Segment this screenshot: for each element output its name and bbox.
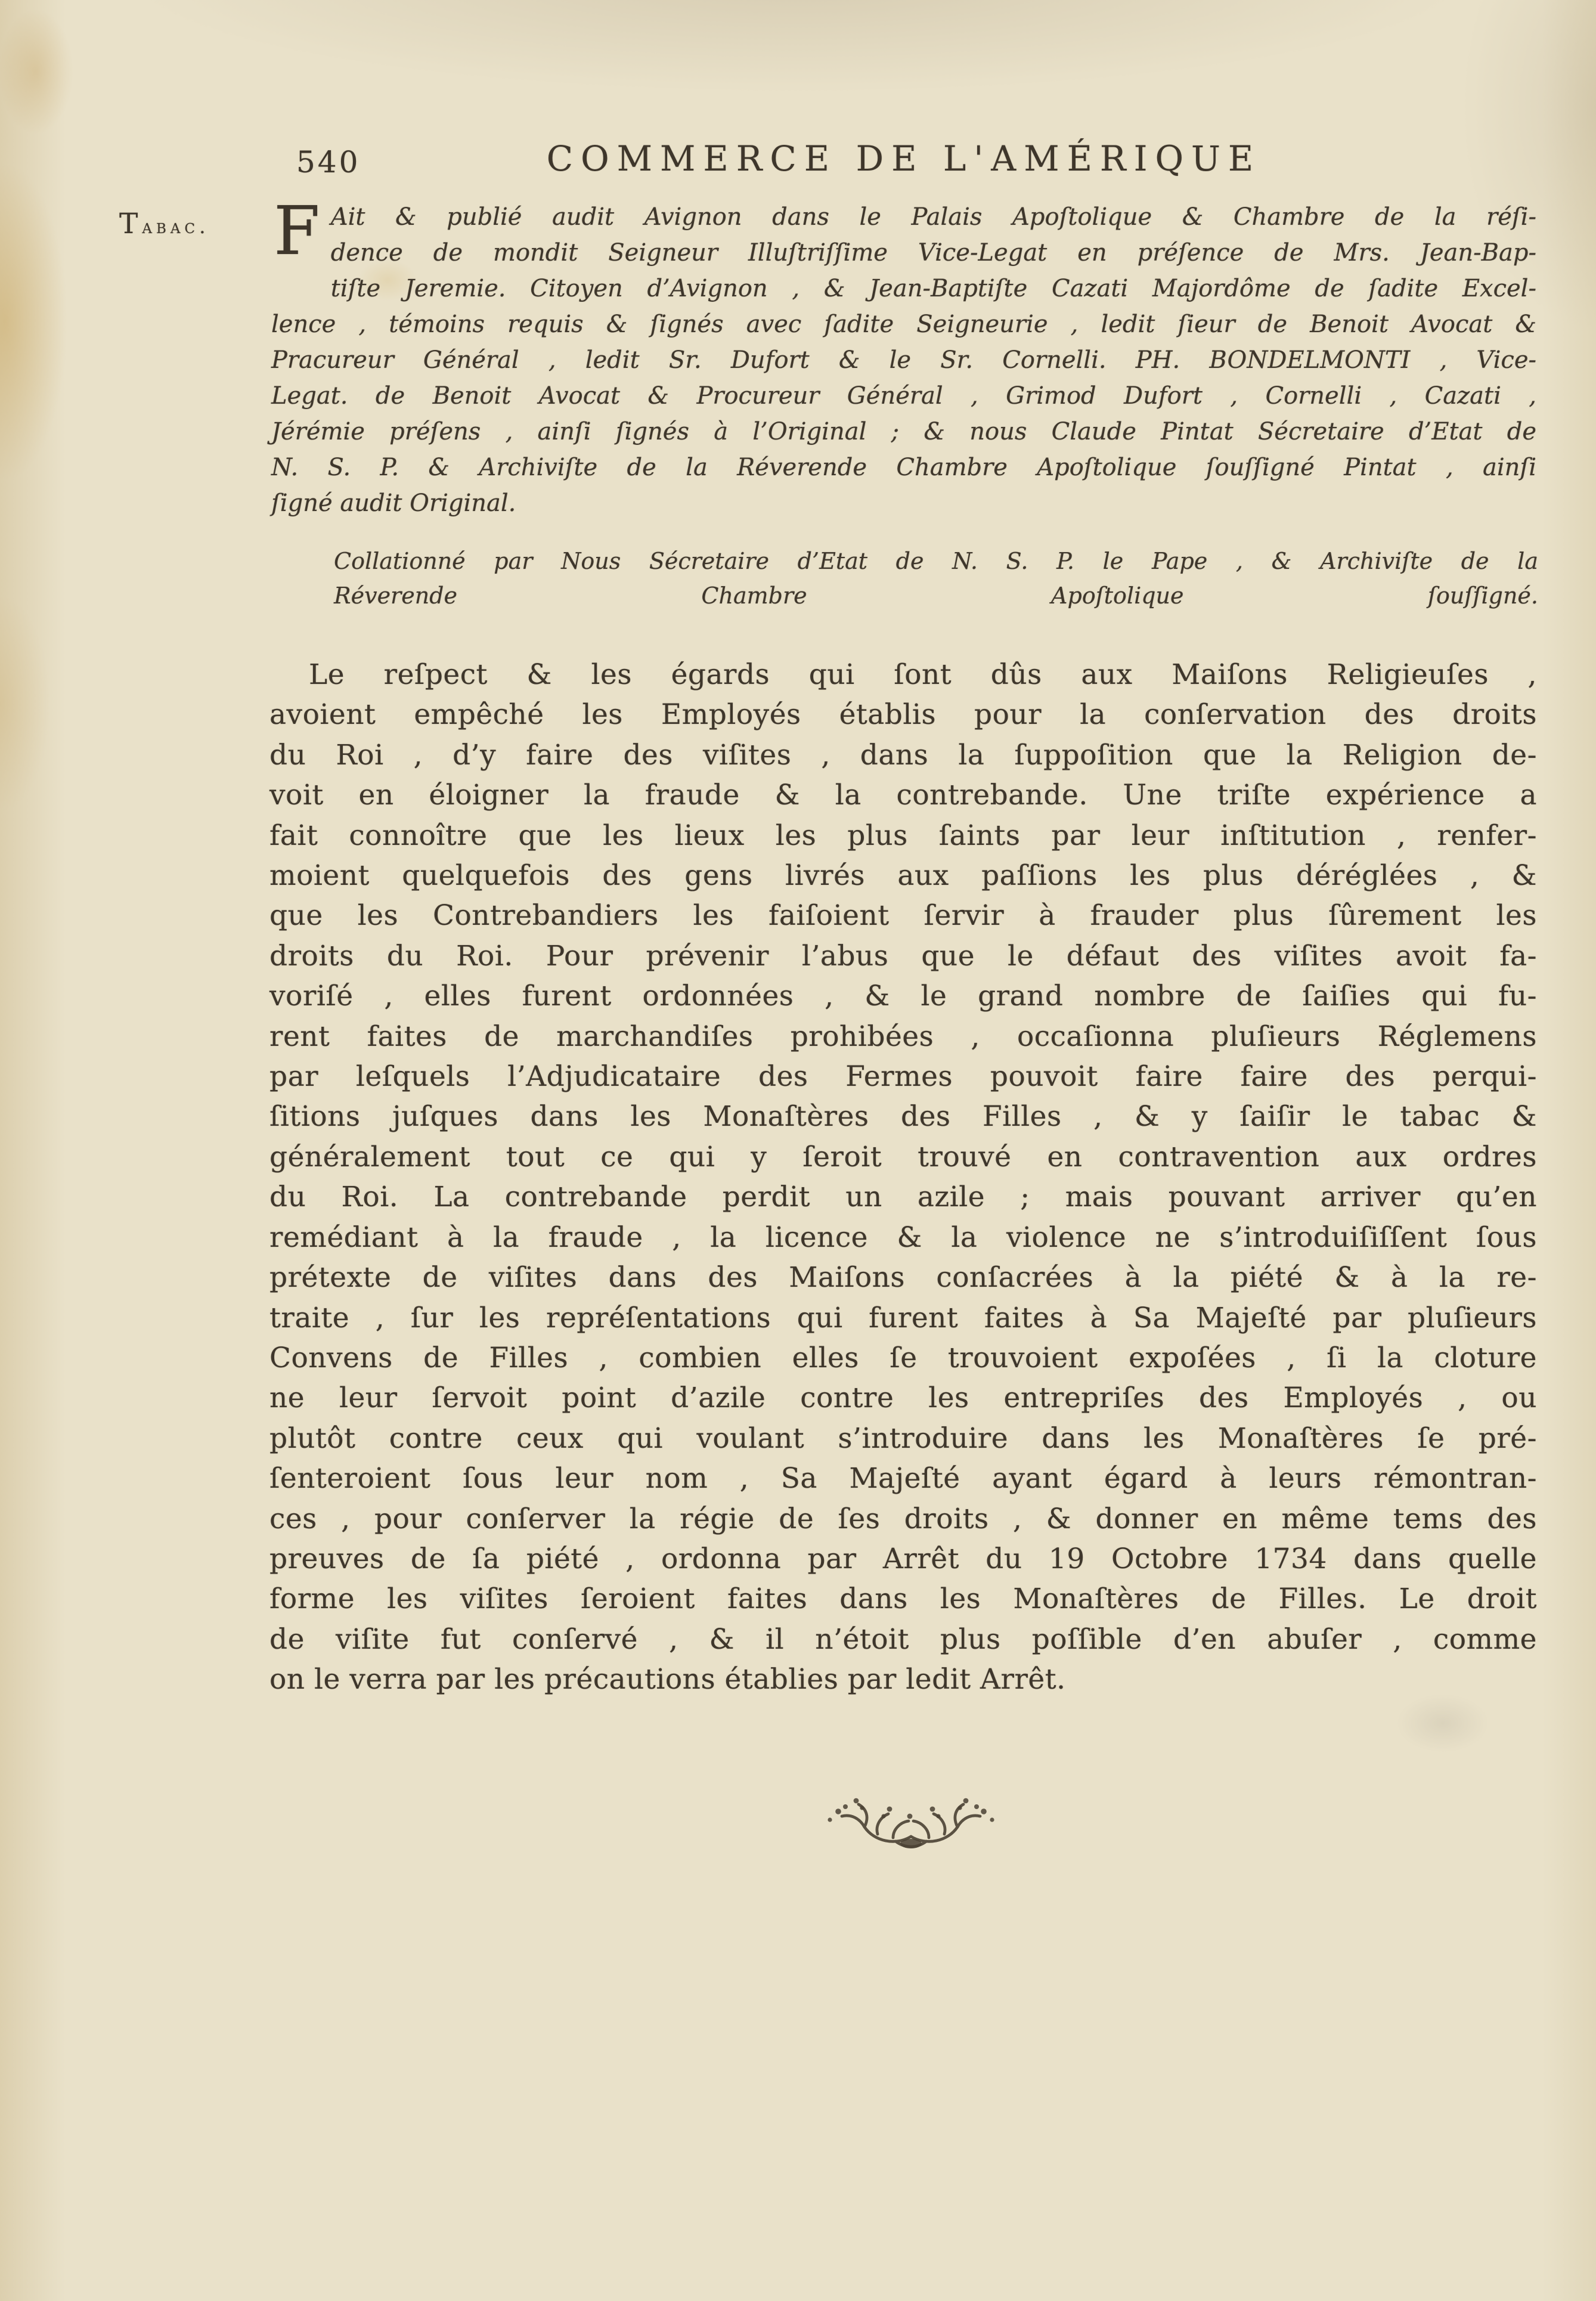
text-line: preuves de ſa piété , ordonna par Arrêt du 19 Octobre 1734 dans quelle [269,1542,1537,1575]
running-title: COMMERCE DE L'AMÉRIQUE [546,138,1262,179]
text-line: ne leur ſervoit point d’azile contre les entrepriſes des Employés , ou [269,1382,1537,1415]
text-line: Pracureur Général , ledit Sr. Dufort & le Sr. Cornelli. PH. BONDELMONTI , Vice- [271,346,1536,374]
text-line: lence , témoins requis & ſignés avec ſadite Seigneurie , ledit ſieur de Benoit Avocat & [271,311,1536,338]
text-line: ſenteroient ſous leur nom , Sa Majeſté ayant égard à leurs rémontran- [269,1462,1537,1495]
text-line: par leſquels l’Adjudicataire des Fermes pouvoit faire faire des perqui- [269,1060,1537,1094]
margin-note-tabac: Tabac. [119,208,210,240]
text-line: on le verra par les précautions établies par ledit Arrêt. [269,1663,1066,1696]
collation-note [334,544,1538,613]
fleuron-ornament [822,1796,1000,1862]
text-line: avoient empêché les Employés établis pour la conſervation des droits [269,698,1537,732]
text-line: voit en éloigner la fraude & la contrebande. Une triſte expérience a [269,779,1537,812]
act-paragraph-lines [271,193,1536,521]
text-line: tiſte Jeremie. Citoyen d’Avignon , & Jean-Baptiſte Cazati Majordôme de ſadite Excel- [330,275,1536,302]
text-line: dence de mondit Seigneur Illuſtriſſime Vice-Legat en préſence de Mrs. Jean-Bap- [330,239,1536,267]
text-line: N. S. P. & Archiviſte de la Réverende Chambre Apoſtolique ſouſſigné Pintat , ainſi [271,454,1536,481]
collation-note-lines [334,544,1538,613]
text-line: Jérémie préſens , ainſi ſignés à l’Original ; & nous Claude Pintat Sécretaire d’Etat de [271,418,1536,445]
text-line: rent faites de marchandiſes prohibées , occaſionna pluſieurs Réglemens [269,1020,1537,1053]
text-line: du Roi , d’y faire des viſites , dans la ſuppoſition que la Religion de- [269,738,1537,772]
text-line: Le reſpect & les égards qui ſont dûs aux Maiſons Religieuſes , [309,658,1537,691]
act-record-paragraph [271,193,1536,521]
text-line: de viſite fut conſervé , & il n’étoit plus poſſible d’en abuſer , comme [269,1622,1537,1656]
main-text-paragraph [269,655,1537,1700]
text-line: plutôt contre ceux qui voulant s’introduire dans les Monaſtères ſe pré- [269,1422,1537,1455]
text-line: traite , ſur les repréſentations qui furent faites à Sa Majeſté par pluſieurs [269,1301,1537,1334]
text-line: Ait & publié audit Avignon dans le Palais Apoſtolique & Chambre de la réſi- [330,203,1536,231]
text-line: prétexte de viſites dans des Maiſons conſacrées à la piété & à la re- [269,1261,1537,1294]
text-line: généralement tout ce qui y ſeroit trouvé en contravention aux ordres [269,1140,1537,1173]
text-line: du Roi. La contrebande perdit un azile ; mais pouvant arriver qu’en [269,1181,1537,1214]
fleuron-icon [822,1796,1000,1858]
text-line: ſigné audit Original. [271,490,516,517]
text-line: droits du Roi. Pour prévenir l’abus que le défaut des viſites avoit fa- [269,939,1537,973]
text-line: Réverende Chambre Apoſtolique ſouſſigné. [334,583,1538,609]
text-line: voriſé , elles furent ordonnées , & le grand nombre de ſaiſies qui fu- [269,980,1537,1013]
text-line: forme les viſites ſeroient faites dans les Monaſtères de Filles. Le droit [269,1582,1537,1616]
text-line: fait connoître que les lieux les plus ſaints par leur inſtitution , renfer- [269,819,1537,852]
drop-cap: F [274,193,320,270]
page-number: 540 [296,145,361,179]
text-line: Convens de Filles , combien elles ſe trouvoient expoſées , ſi la cloture [269,1341,1537,1374]
text-line: remédiant à la fraude , la licence & la violence ne s’introduiſiſſent ſous [269,1221,1537,1254]
text-line: moient quelquefois des gens livrés aux paſſions les plus déréglées , & [269,859,1537,893]
main-paragraph-lines [269,655,1537,1700]
text-line: ces , pour conſerver la régie de ſes droits , & donner en même tems des [269,1502,1537,1535]
text-line: Collationné par Nous Sécretaire d’Etat de N. S. P. le Pape , & Archiviſte de la [334,548,1538,574]
text-line: ſitions juſques dans les Monaſtères des Filles , & y ſaiſir le tabac & [269,1100,1537,1134]
text-line: que les Contrebandiers les faiſoient ſervir à frauder plus ſûrement les [269,899,1537,933]
text-line: Legat. de Benoit Avocat & Procureur Général , Grimod Dufort , Cornelli , Cazati , [271,382,1536,410]
